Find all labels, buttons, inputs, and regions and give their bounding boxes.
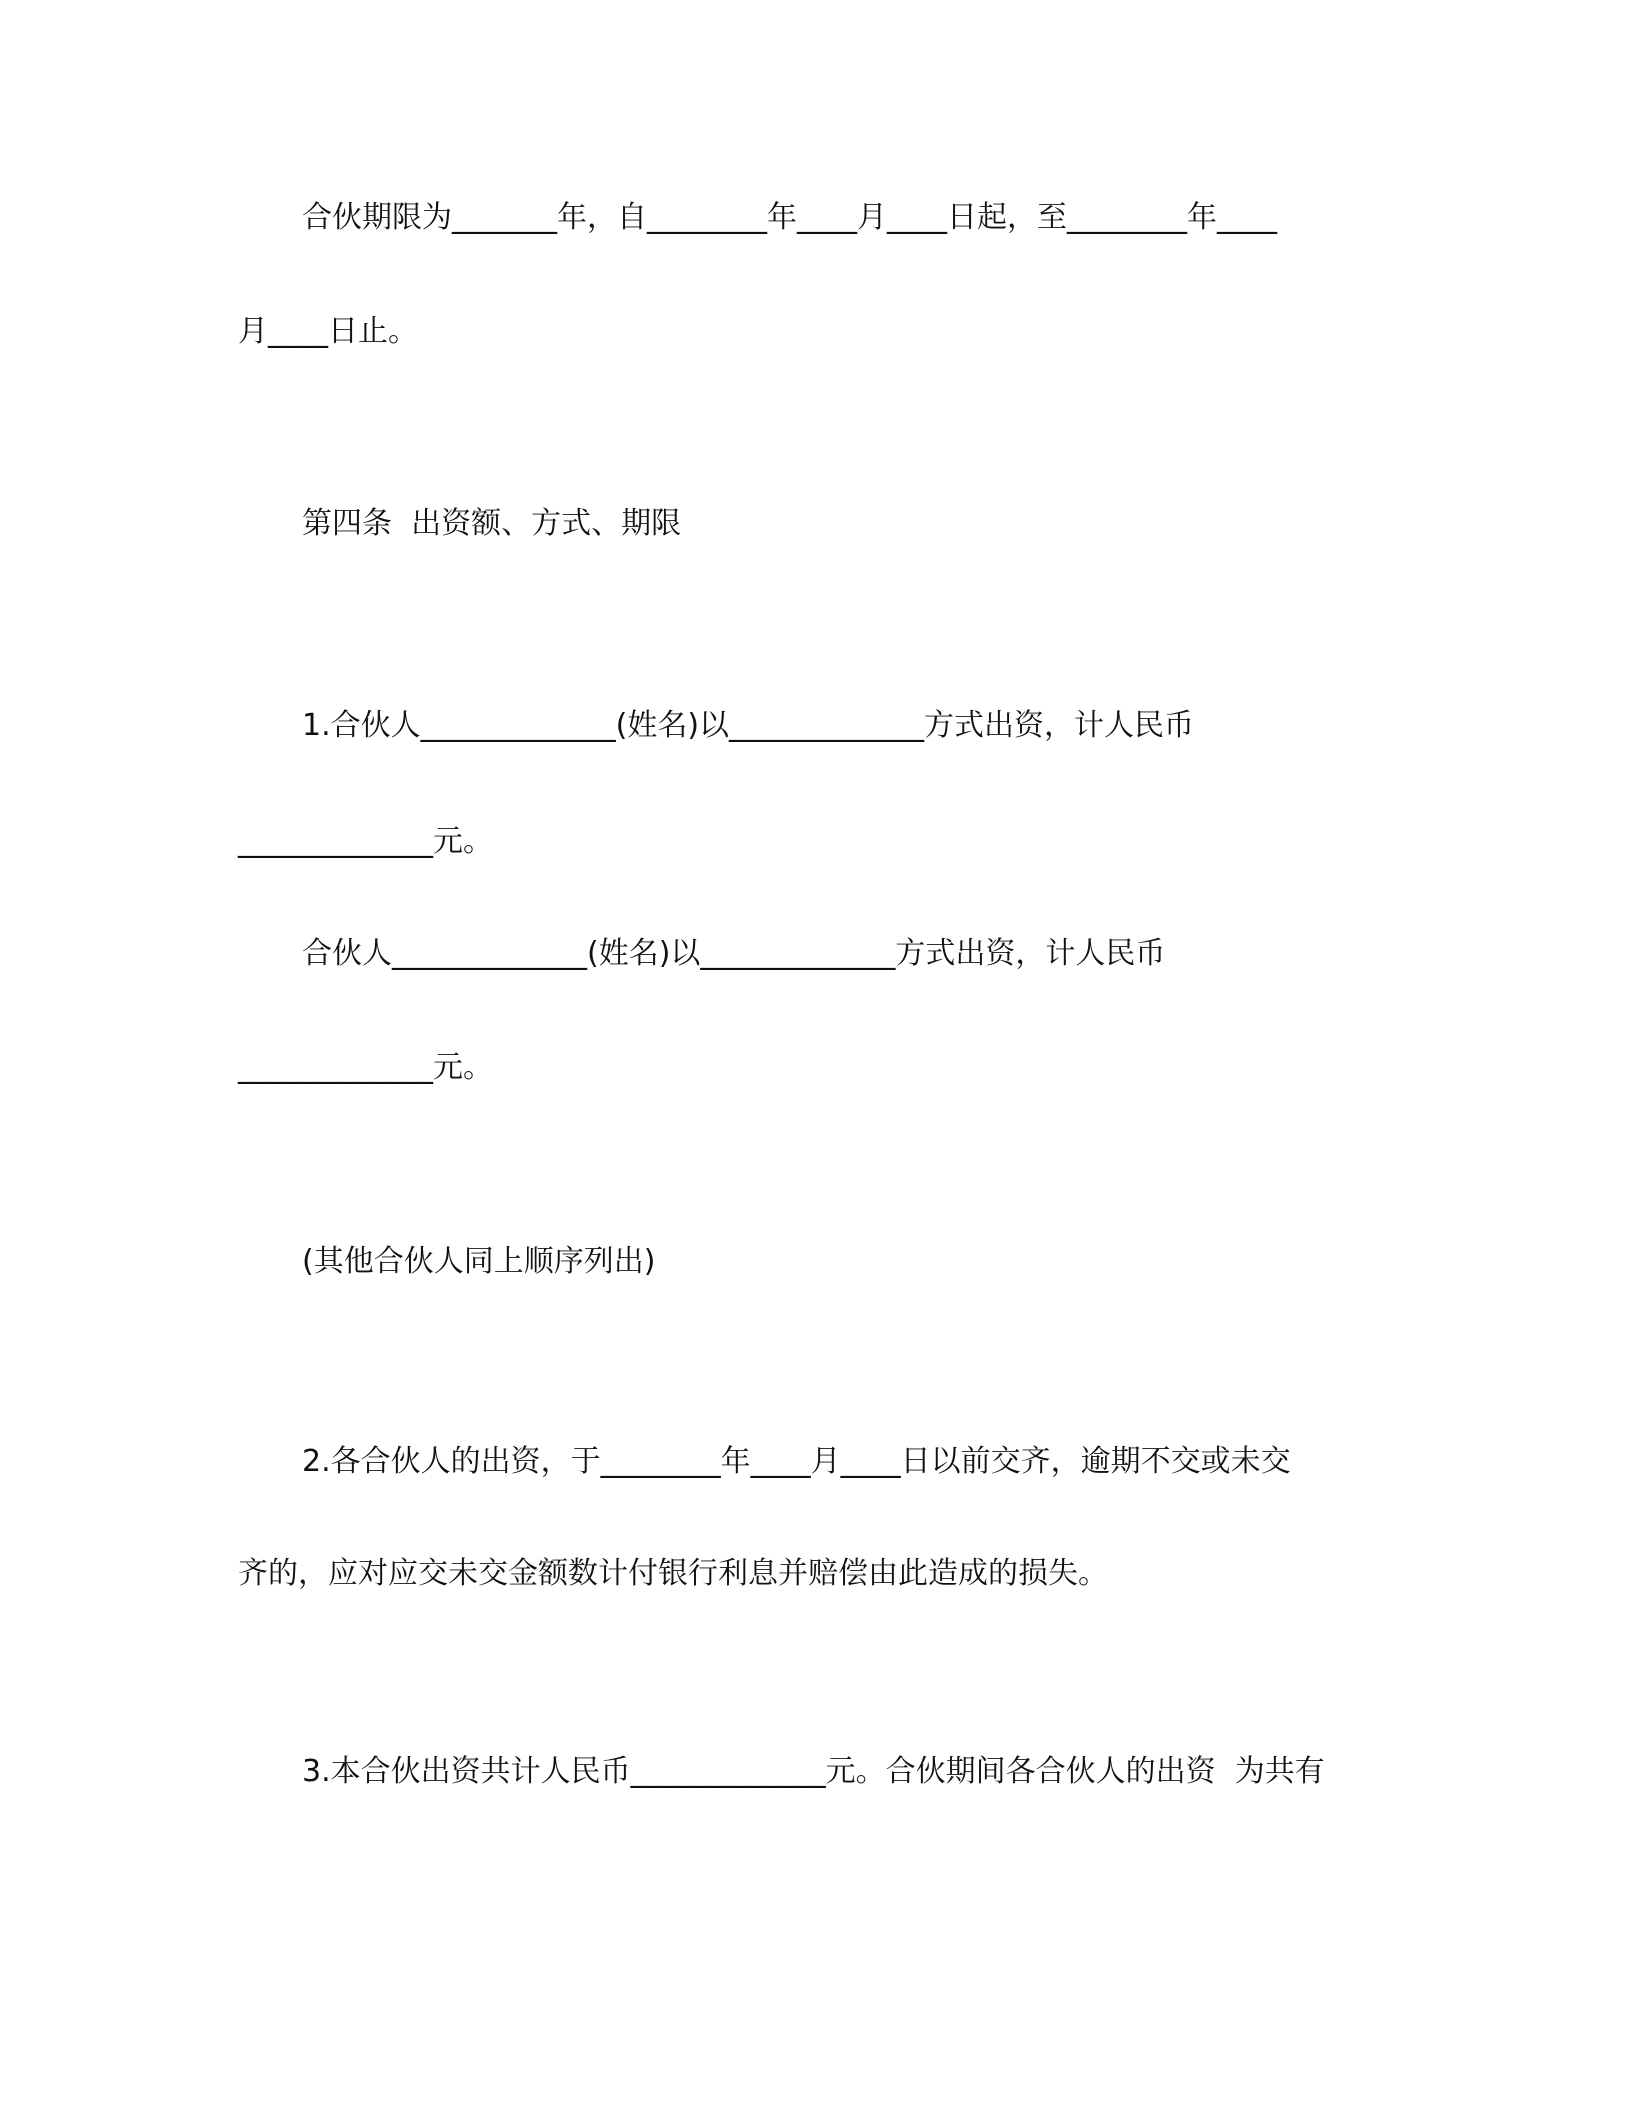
contribution-item-1-amount-line: _____________元。 (238, 824, 493, 859)
other-partners-note: (其他合伙人同上顺序列出) (302, 1244, 656, 1279)
contribution-item-2-continuation: 齐的，应对应交未交金额数计付银行利息并赔偿由此造成的损失。 (238, 1556, 1108, 1591)
contribution-item-2-line: 2.各合伙人的出资，于________年____月____日以前交齐，逾期不交或未交 (302, 1444, 1291, 1479)
article-four-heading: 第四条 出资额、方式、期限 (302, 506, 682, 541)
contribution-partner-amount-line: _____________元。 (238, 1050, 493, 1085)
contribution-item-1-line: 1.合伙人_____________(姓名)以_____________方式出资，计人民币 (302, 708, 1195, 743)
partnership-term-line: 合伙期限为_______年，自________年____月____日起，至________年____ (302, 200, 1277, 235)
partnership-term-end-line: 月____日止。 (238, 314, 418, 349)
contribution-item-3-line: 3.本合伙出资共计人民币_____________元。合伙期间各合伙人的出资 为共有 (302, 1754, 1325, 1789)
contribution-partner-line: 合伙人_____________(姓名)以_____________方式出资，计人民币 (302, 936, 1166, 971)
